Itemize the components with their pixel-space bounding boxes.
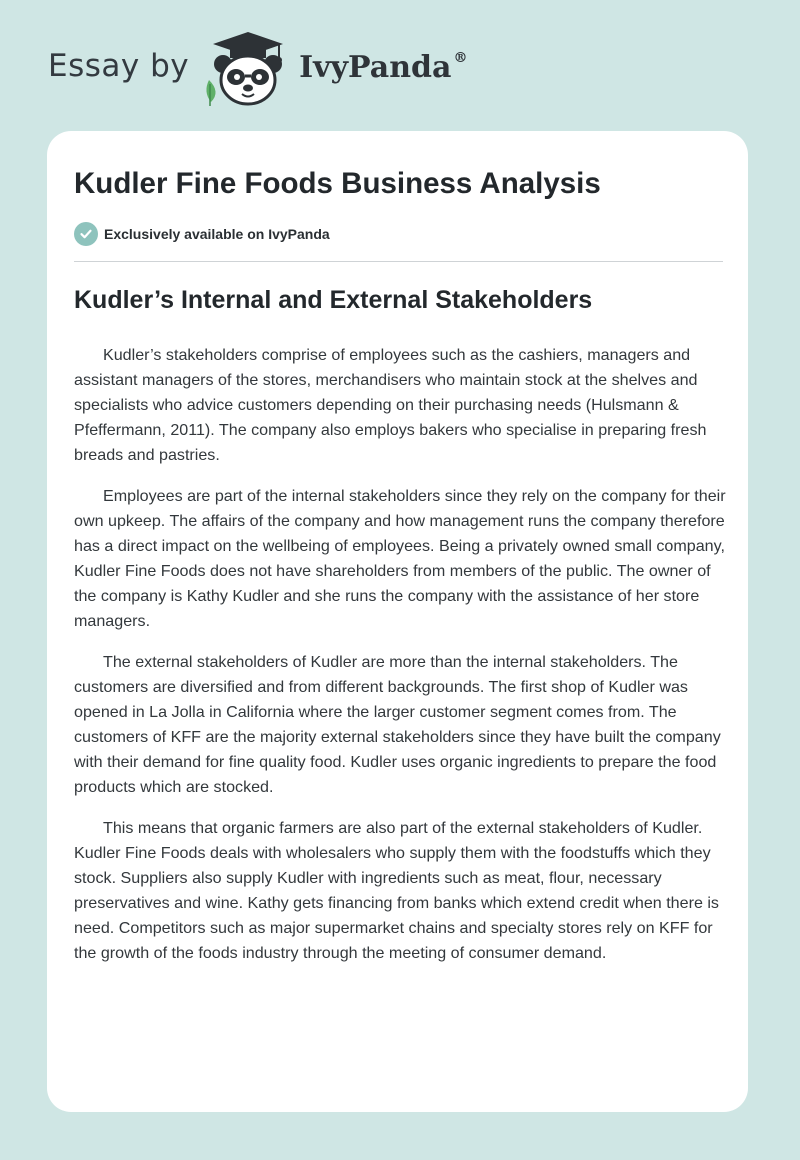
essay-title: Kudler Fine Foods Business Analysis: [74, 167, 601, 200]
exclusive-label: Exclusively available on IvyPanda: [104, 226, 330, 242]
essay-card: [47, 131, 748, 1112]
divider: [74, 261, 723, 262]
check-circle-icon: [74, 222, 98, 246]
essay-by-label: Essay by: [48, 48, 190, 84]
paragraph: The external stakeholders of Kudler are more than the internal stakeholders. The customers are diversified and from different backgrounds. The first shop of Kudler was opened in La Jolla in California where the larger customer segment comes from. The customers of KFF are the majority external stakeholders since they have built the company with their demand for fine quality food. Kudler uses organic ingredients to prepare the food products which are stocked.: [74, 653, 721, 796]
brand-name[interactable]: IvyPanda ®: [299, 49, 468, 85]
paragraph: This means that organic farmers are also part of the external stakeholders of Kudler. Kudler Fine Foods deals with wholesalers who supply them with the foodstuffs which they stock. Suppliers also supply Kudler with ingredients such as meat, flour, necessary preservatives and wine. Kathy gets financing from banks which extend credit when there is need. Competitors such as major supermarket chains and specialty stores rely on KFF for the growth of the foods industry through the meeting of consumer demand.: [74, 819, 719, 962]
essay-body: [74, 343, 734, 982]
paragraph: Employees are part of the internal stakeholders since they rely on the company for their own upkeep. The affairs of the company and how management runs the company therefore has a direct impact on the wellbeing of employees. Being a privately owned small company, Kudler Fine Foods does not have shareholders from members of the public. The owner of the company is Kathy Kudler and she runs the company with the assistance of her store managers.: [74, 487, 726, 630]
registered-mark: ®: [453, 49, 468, 66]
panda-graduate-logo-icon[interactable]: [203, 30, 293, 110]
exclusive-badge: [74, 222, 330, 246]
site-header: [48, 30, 467, 110]
section-heading: Kudler’s Internal and External Stakeholders: [74, 286, 593, 314]
paragraph: Kudler’s stakeholders comprise of employees such as the cashiers, managers and assistant managers of the stores, merchandisers who maintain stock at the shelves and specialists who advice customers depending on their purchasing needs (Hulsmann & Pfeffermann, 2011). The company also employs bakers who specialise in preparing fresh breads and pastries.: [74, 346, 707, 464]
